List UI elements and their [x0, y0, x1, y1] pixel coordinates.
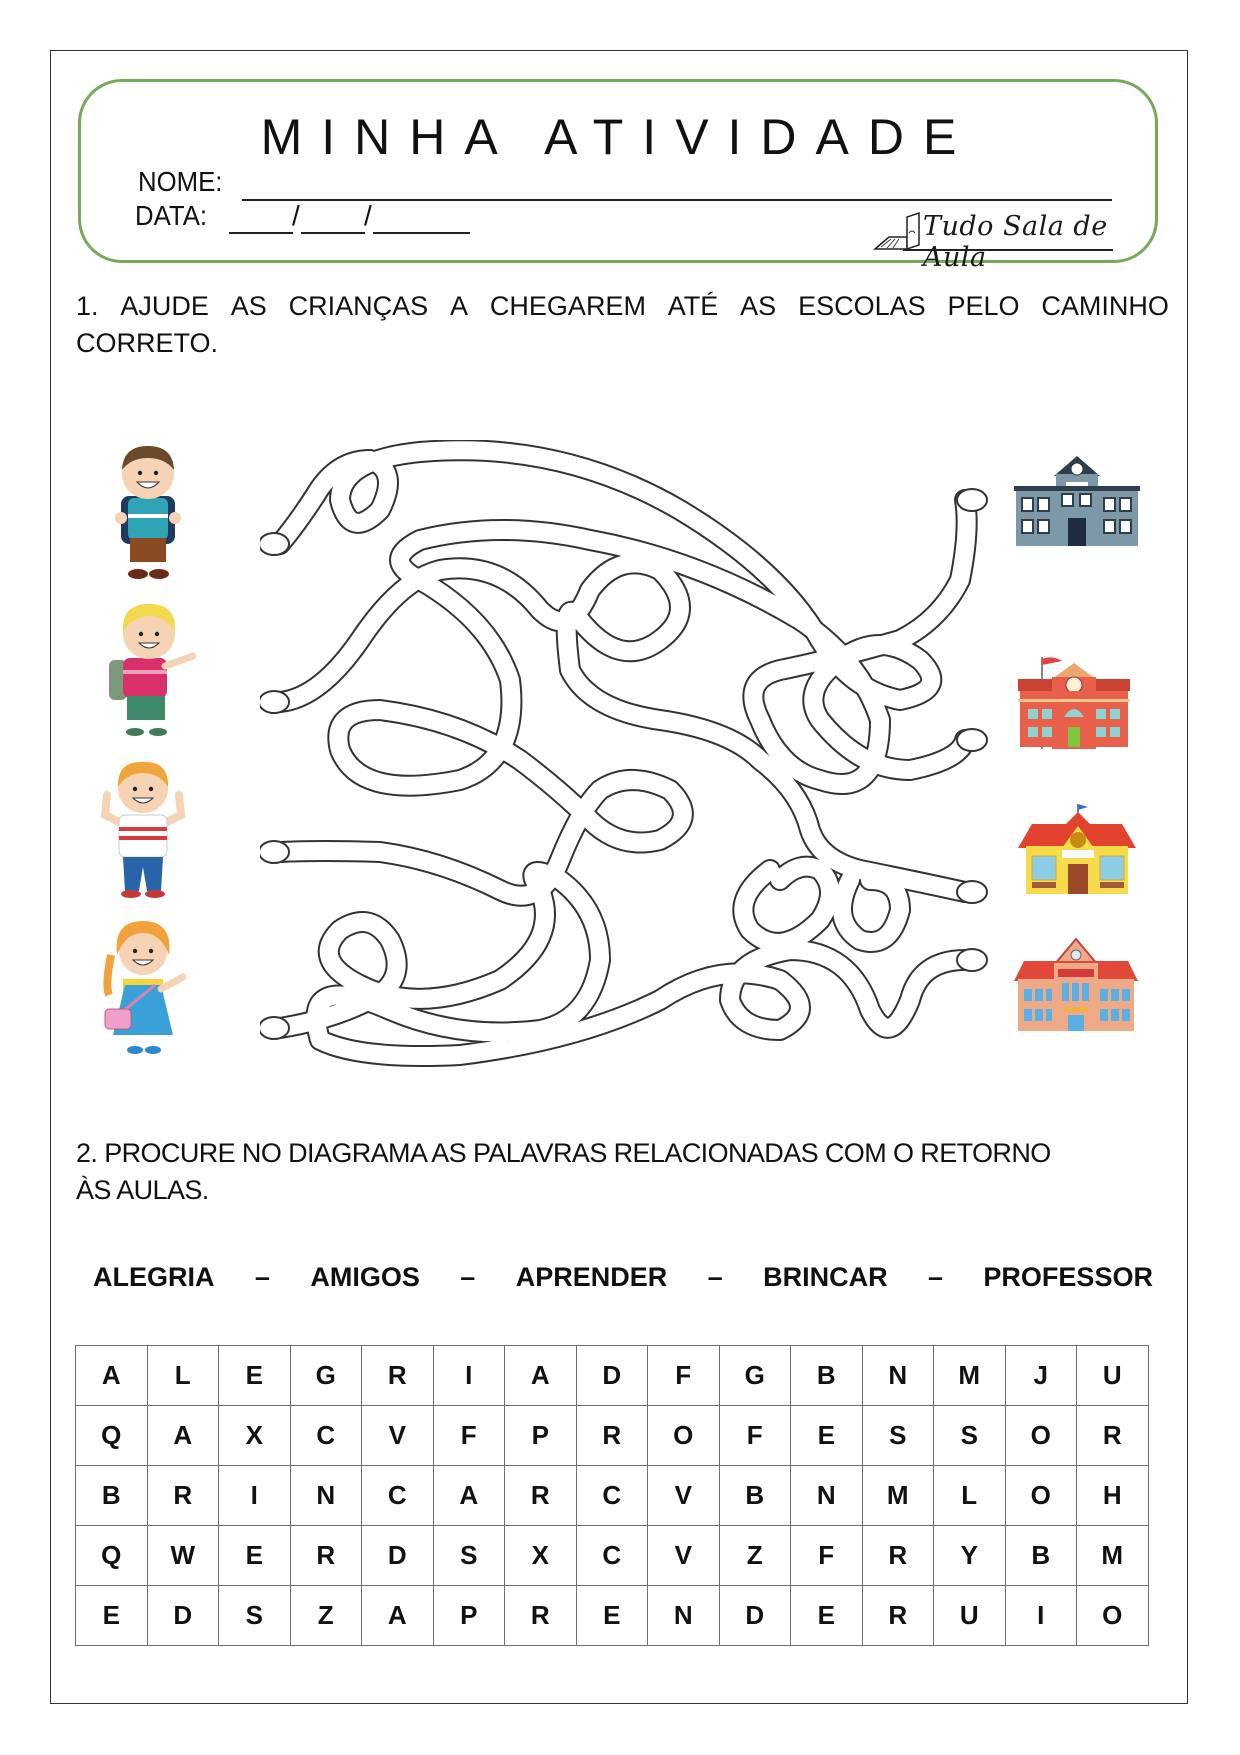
- grid-cell[interactable]: S: [862, 1406, 934, 1466]
- question-2-line-1: 2. PROCURE NO DIAGRAMA AS PALAVRAS RELACIONADAS COM O RETORNO: [76, 1138, 1051, 1168]
- question-2-text: [76, 1135, 1171, 1209]
- grid-cell[interactable]: R: [290, 1526, 362, 1586]
- maze-paths[interactable]: [280, 450, 967, 1056]
- grid-cell[interactable]: R: [576, 1406, 648, 1466]
- grid-cell[interactable]: M: [862, 1466, 934, 1526]
- word: AS: [230, 291, 267, 321]
- question-2-line-2: ÀS AULAS.: [76, 1175, 209, 1205]
- grid-cell[interactable]: E: [76, 1586, 148, 1646]
- grid-cell[interactable]: F: [719, 1406, 791, 1466]
- grid-cell[interactable]: C: [290, 1406, 362, 1466]
- grid-row: [76, 1526, 1149, 1586]
- date-label: DATA:: [135, 200, 208, 231]
- grid-cell[interactable]: E: [219, 1526, 291, 1586]
- word-list: [93, 1262, 1153, 1293]
- child-4-girl-pink-bag[interactable]: [95, 915, 195, 1060]
- grid-cell[interactable]: A: [147, 1406, 219, 1466]
- grid-cell[interactable]: P: [433, 1586, 505, 1646]
- grid-cell[interactable]: A: [76, 1346, 148, 1406]
- dash: –: [707, 1262, 723, 1292]
- child-2-blond-boy[interactable]: [105, 598, 205, 743]
- grid-row: [76, 1466, 1149, 1526]
- school-1-gray[interactable]: [1014, 452, 1140, 548]
- word-aprender: APRENDER: [515, 1262, 668, 1292]
- grid-cell[interactable]: N: [648, 1586, 720, 1646]
- grid-cell[interactable]: Q: [76, 1526, 148, 1586]
- word: CRIANÇAS: [288, 291, 429, 321]
- date-separator: /: [364, 200, 372, 231]
- grid-cell[interactable]: Q: [76, 1406, 148, 1466]
- grid-cell[interactable]: A: [433, 1466, 505, 1526]
- laptop-book-icon: [873, 211, 923, 253]
- word-search-body: [76, 1346, 1149, 1646]
- word-professor: PROFESSOR: [983, 1262, 1153, 1292]
- school-4-brick[interactable]: [1014, 935, 1138, 1033]
- grid-cell[interactable]: F: [648, 1346, 720, 1406]
- grid-cell[interactable]: D: [362, 1526, 434, 1586]
- grid-cell[interactable]: R: [862, 1586, 934, 1646]
- name-label: NOME:: [138, 166, 223, 197]
- word: AJUDE: [120, 291, 209, 321]
- word: A: [450, 291, 469, 321]
- grid-cell[interactable]: G: [290, 1346, 362, 1406]
- grid-cell[interactable]: M: [934, 1346, 1006, 1406]
- grid-cell[interactable]: L: [934, 1466, 1006, 1526]
- grid-cell[interactable]: D: [576, 1346, 648, 1406]
- question-1-line-2: CORRETO.: [76, 328, 219, 358]
- dash: –: [460, 1262, 476, 1292]
- grid-cell[interactable]: R: [505, 1586, 577, 1646]
- grid-cell[interactable]: I: [1005, 1586, 1077, 1646]
- grid-cell[interactable]: C: [576, 1526, 648, 1586]
- grid-cell[interactable]: O: [1077, 1586, 1149, 1646]
- grid-cell[interactable]: S: [219, 1586, 291, 1646]
- child-1-boy-backpack[interactable]: [103, 438, 193, 583]
- grid-cell[interactable]: N: [862, 1346, 934, 1406]
- school-3-yellow[interactable]: [1018, 802, 1136, 898]
- question-1-text: [76, 288, 1169, 362]
- dash: –: [254, 1262, 270, 1292]
- grid-cell[interactable]: U: [934, 1586, 1006, 1646]
- word: ESCOLAS: [798, 291, 926, 321]
- word-alegria: ALEGRIA: [93, 1262, 215, 1292]
- grid-cell[interactable]: U: [1077, 1346, 1149, 1406]
- grid-cell[interactable]: O: [1005, 1406, 1077, 1466]
- question-1-line-1: [76, 288, 1169, 325]
- grid-cell[interactable]: N: [791, 1466, 863, 1526]
- grid-cell[interactable]: Z: [719, 1526, 791, 1586]
- logo-text: Tudo Sala de Aula: [923, 211, 1108, 273]
- word: CHEGAREM: [489, 291, 646, 321]
- grid-cell[interactable]: V: [362, 1406, 434, 1466]
- grid-cell[interactable]: V: [648, 1466, 720, 1526]
- grid-cell[interactable]: R: [1077, 1406, 1149, 1466]
- grid-cell[interactable]: E: [791, 1406, 863, 1466]
- grid-cell[interactable]: E: [219, 1346, 291, 1406]
- grid-cell[interactable]: I: [219, 1466, 291, 1526]
- grid-cell[interactable]: X: [219, 1406, 291, 1466]
- grid-cell[interactable]: R: [862, 1526, 934, 1586]
- grid-cell[interactable]: P: [505, 1406, 577, 1466]
- grid-cell[interactable]: N: [290, 1466, 362, 1526]
- grid-cell[interactable]: C: [576, 1466, 648, 1526]
- grid-cell[interactable]: B: [719, 1466, 791, 1526]
- grid-cell[interactable]: D: [719, 1586, 791, 1646]
- grid-cell[interactable]: R: [147, 1466, 219, 1526]
- grid-cell[interactable]: B: [1005, 1526, 1077, 1586]
- date-day-field[interactable]: [229, 232, 293, 234]
- grid-cell[interactable]: X: [505, 1526, 577, 1586]
- grid-cell[interactable]: G: [719, 1346, 791, 1406]
- grid-cell[interactable]: L: [147, 1346, 219, 1406]
- grid-cell[interactable]: E: [791, 1586, 863, 1646]
- grid-cell[interactable]: V: [648, 1526, 720, 1586]
- brand-logo: [873, 211, 1113, 273]
- word: 1.: [76, 291, 99, 321]
- child-3-flexing-boy[interactable]: [93, 757, 193, 902]
- grid-cell[interactable]: B: [76, 1466, 148, 1526]
- grid-cell[interactable]: H: [1077, 1466, 1149, 1526]
- grid-cell[interactable]: R: [505, 1466, 577, 1526]
- word-amigos: AMIGOS: [310, 1262, 420, 1292]
- grid-cell[interactable]: S: [934, 1406, 1006, 1466]
- grid-cell[interactable]: R: [362, 1346, 434, 1406]
- grid-cell[interactable]: Y: [934, 1526, 1006, 1586]
- word-brincar: BRINCAR: [763, 1262, 888, 1292]
- grid-cell[interactable]: E: [576, 1586, 648, 1646]
- grid-cell[interactable]: C: [362, 1466, 434, 1526]
- grid-cell[interactable]: O: [1005, 1466, 1077, 1526]
- word: CAMINHO: [1041, 291, 1169, 321]
- name-field[interactable]: [242, 199, 1112, 201]
- page-title: MINHA ATIVIDADE: [260, 109, 976, 165]
- grid-cell[interactable]: A: [362, 1586, 434, 1646]
- logo-underline: [903, 249, 1113, 251]
- grid-cell[interactable]: M: [1077, 1526, 1149, 1586]
- school-2-red[interactable]: [1018, 655, 1130, 749]
- word-search-grid[interactable]: [75, 1345, 1149, 1646]
- date-separator: /: [292, 200, 300, 231]
- grid-cell[interactable]: O: [648, 1406, 720, 1466]
- grid-cell[interactable]: D: [147, 1586, 219, 1646]
- grid-row: [76, 1586, 1149, 1646]
- word: ATÉ: [667, 291, 719, 321]
- grid-cell[interactable]: S: [433, 1526, 505, 1586]
- date-month-field[interactable]: [301, 232, 365, 234]
- grid-cell[interactable]: F: [791, 1526, 863, 1586]
- maze[interactable]: [260, 440, 990, 1070]
- grid-row: [76, 1346, 1149, 1406]
- word: PELO: [947, 291, 1020, 321]
- grid-cell[interactable]: Z: [290, 1586, 362, 1646]
- grid-cell[interactable]: I: [433, 1346, 505, 1406]
- grid-cell[interactable]: A: [505, 1346, 577, 1406]
- grid-cell[interactable]: B: [791, 1346, 863, 1406]
- date-year-field[interactable]: [373, 232, 470, 234]
- word: AS: [740, 291, 777, 321]
- grid-cell[interactable]: F: [433, 1406, 505, 1466]
- dash: –: [927, 1262, 944, 1292]
- grid-cell[interactable]: W: [147, 1526, 219, 1586]
- grid-cell[interactable]: J: [1005, 1346, 1077, 1406]
- grid-row: [76, 1406, 1149, 1466]
